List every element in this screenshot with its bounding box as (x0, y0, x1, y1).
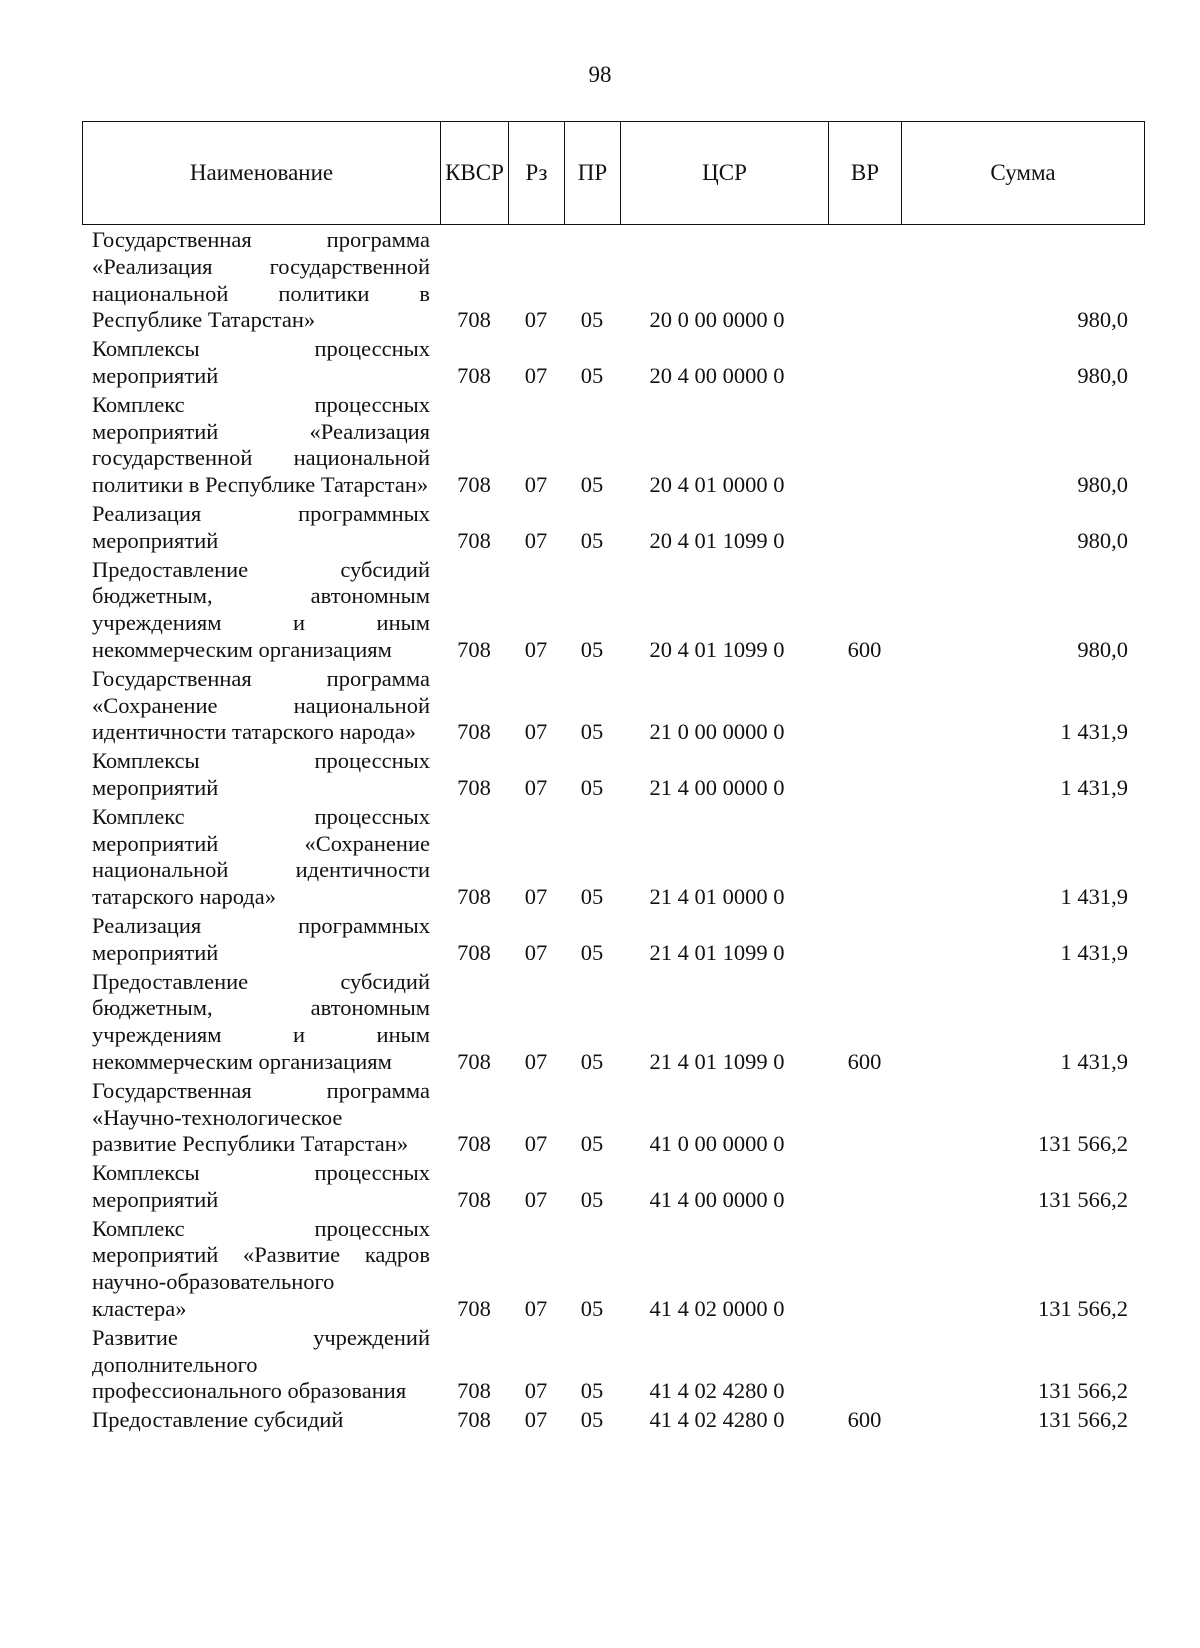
header-rz: Рз (509, 122, 565, 225)
cell-name: Государственная программа «Сохранение национальной идентичности татарского народа» (92, 665, 430, 745)
cell-name: Предоставление субсидий бюджетным, автономным учреждениям и иным некоммерческим организациям (92, 968, 430, 1074)
cell-rz: 07 (524, 1407, 548, 1433)
cell-vr (828, 747, 901, 803)
cell-vr: 600 (847, 1407, 882, 1433)
cell-name: Комплексы процессных мероприятий (92, 748, 430, 800)
cell-sum: 980,0 (1077, 527, 1128, 553)
header-csr: ЦСР (621, 122, 829, 225)
cell-rz: 07 (524, 774, 548, 800)
cell-csr: 20 4 01 1099 0 (649, 527, 785, 553)
cell-csr: 20 4 00 0000 0 (649, 362, 785, 388)
cell-pr: 05 (580, 527, 604, 553)
cell-vr (828, 1077, 901, 1159)
cell-pr: 05 (580, 1407, 604, 1433)
table-row (82, 391, 1144, 500)
cell-kvsr: 708 (457, 1186, 491, 1212)
cell-csr: 41 4 02 4280 0 (649, 1378, 785, 1404)
cell-sum: 131 566,2 (1038, 1296, 1128, 1322)
cell-name: Государственная программа «Реализация государственной национальной политики в Республике Татарстан» (92, 227, 430, 333)
cell-rz: 07 (524, 1378, 548, 1404)
cell-name: Предоставление субсидий бюджетным, автономным учреждениям и иным некоммерческим организациям (92, 556, 430, 662)
cell-name: Развитие учреждений дополнительного профессионального образования (92, 1324, 430, 1404)
table-row (82, 968, 1144, 1077)
cell-sum: 1 431,9 (1060, 884, 1128, 910)
cell-name: Реализация программных мероприятий (92, 500, 430, 553)
cell-name: Комплекс процессных мероприятий «Сохранение национальной идентичности татарского народа» (92, 803, 430, 910)
table-row (82, 226, 1144, 335)
cell-name: Реализация программных мероприятий (92, 912, 430, 965)
cell-sum: 131 566,2 (1038, 1131, 1128, 1157)
cell-name: Комплекс процессных мероприятий «Развитие кадров научно-образовательного кластера» (92, 1215, 430, 1322)
cell-vr (828, 335, 901, 391)
table-row (82, 803, 1144, 912)
cell-kvsr: 708 (457, 719, 491, 745)
cell-sum: 1 431,9 (1060, 719, 1128, 745)
table-row (82, 1324, 1144, 1406)
cell-csr: 41 4 00 0000 0 (649, 1186, 785, 1212)
cell-name: Предоставление субсидий (92, 1407, 344, 1433)
cell-vr: 600 (847, 1048, 882, 1074)
cell-pr: 05 (580, 1186, 604, 1212)
table-body (82, 226, 1144, 1435)
cell-rz: 07 (524, 307, 548, 333)
cell-name: Комплексы процессных мероприятий (92, 336, 430, 388)
cell-vr (828, 1215, 901, 1324)
cell-sum: 980,0 (1077, 362, 1128, 388)
cell-kvsr: 708 (457, 774, 491, 800)
header-vr: ВР (829, 122, 902, 225)
cell-vr (828, 912, 901, 968)
cell-pr: 05 (580, 1131, 604, 1157)
cell-rz: 07 (524, 939, 548, 965)
cell-rz: 07 (524, 362, 548, 388)
cell-csr: 21 4 01 1099 0 (649, 939, 785, 965)
page-number: 98 (588, 62, 612, 87)
cell-pr: 05 (580, 1378, 604, 1404)
cell-pr: 05 (580, 1048, 604, 1074)
cell-rz: 07 (524, 1296, 548, 1322)
header-name: Наименование (83, 122, 441, 225)
cell-kvsr: 708 (457, 472, 491, 498)
cell-sum: 980,0 (1077, 636, 1128, 662)
cell-vr (828, 665, 901, 747)
cell-kvsr: 708 (457, 636, 491, 662)
table-row (82, 500, 1144, 556)
cell-csr: 41 4 02 0000 0 (649, 1296, 785, 1322)
cell-sum: 131 566,2 (1038, 1407, 1128, 1433)
table-row (82, 556, 1144, 665)
cell-rz: 07 (524, 472, 548, 498)
cell-kvsr: 708 (457, 1407, 491, 1433)
cell-rz: 07 (524, 527, 548, 553)
cell-kvsr: 708 (457, 939, 491, 965)
cell-sum: 131 566,2 (1038, 1186, 1128, 1212)
budget-table (82, 226, 1144, 1435)
cell-csr: 21 4 01 1099 0 (649, 1048, 785, 1074)
cell-csr: 41 4 02 4280 0 (649, 1407, 785, 1433)
table-row (82, 335, 1144, 391)
cell-pr: 05 (580, 636, 604, 662)
cell-rz: 07 (524, 1131, 548, 1157)
table-row (82, 1215, 1144, 1324)
cell-kvsr: 708 (457, 307, 491, 333)
cell-csr: 21 4 00 0000 0 (649, 774, 785, 800)
cell-vr (828, 1324, 901, 1406)
cell-pr: 05 (580, 719, 604, 745)
cell-kvsr: 708 (457, 527, 491, 553)
cell-name: Комплексы процессных мероприятий (92, 1160, 430, 1212)
cell-sum: 1 431,9 (1060, 774, 1128, 800)
cell-rz: 07 (524, 884, 548, 910)
table-row (82, 1406, 1144, 1435)
cell-csr: 41 0 00 0000 0 (649, 1131, 785, 1157)
table-row (82, 665, 1144, 747)
header-pr: ПР (565, 122, 621, 225)
header-sum: Сумма (902, 122, 1145, 225)
cell-vr (828, 1159, 901, 1215)
cell-name: Комплекс процессных мероприятий «Реализация государственной национальной политики в Республике Татарстан» (92, 391, 430, 498)
table-row (82, 1077, 1144, 1159)
cell-kvsr: 708 (457, 1131, 491, 1157)
cell-kvsr: 708 (457, 362, 491, 388)
cell-vr (828, 226, 901, 335)
cell-pr: 05 (580, 307, 604, 333)
cell-kvsr: 708 (457, 884, 491, 910)
cell-pr: 05 (580, 1296, 604, 1322)
cell-kvsr: 708 (457, 1378, 491, 1404)
cell-sum: 980,0 (1077, 307, 1128, 333)
table-row (82, 912, 1144, 968)
cell-vr (828, 391, 901, 500)
table-row (82, 747, 1144, 803)
cell-sum: 980,0 (1077, 472, 1128, 498)
cell-pr: 05 (580, 939, 604, 965)
cell-sum: 131 566,2 (1038, 1378, 1128, 1404)
cell-pr: 05 (580, 362, 604, 388)
cell-rz: 07 (524, 1186, 548, 1212)
cell-sum: 1 431,9 (1060, 939, 1128, 965)
cell-pr: 05 (580, 884, 604, 910)
cell-sum: 1 431,9 (1060, 1048, 1128, 1074)
cell-csr: 20 4 01 1099 0 (649, 636, 785, 662)
cell-csr: 20 0 00 0000 0 (649, 307, 785, 333)
cell-pr: 05 (580, 774, 604, 800)
cell-vr (828, 500, 901, 556)
cell-rz: 07 (524, 719, 548, 745)
cell-pr: 05 (580, 472, 604, 498)
cell-csr: 20 4 01 0000 0 (649, 472, 785, 498)
cell-csr: 21 4 01 0000 0 (649, 884, 785, 910)
cell-rz: 07 (524, 1048, 548, 1074)
cell-rz: 07 (524, 636, 548, 662)
cell-kvsr: 708 (457, 1048, 491, 1074)
table-header (82, 121, 1145, 225)
cell-kvsr: 708 (457, 1296, 491, 1322)
cell-csr: 21 0 00 0000 0 (649, 719, 785, 745)
header-kvsr: КВСР (441, 122, 509, 225)
table-row (82, 1159, 1144, 1215)
cell-vr: 600 (847, 636, 882, 662)
cell-vr (828, 803, 901, 912)
cell-name: Государственная программа «Научно-технологическое развитие Республики Татарстан» (92, 1077, 430, 1157)
